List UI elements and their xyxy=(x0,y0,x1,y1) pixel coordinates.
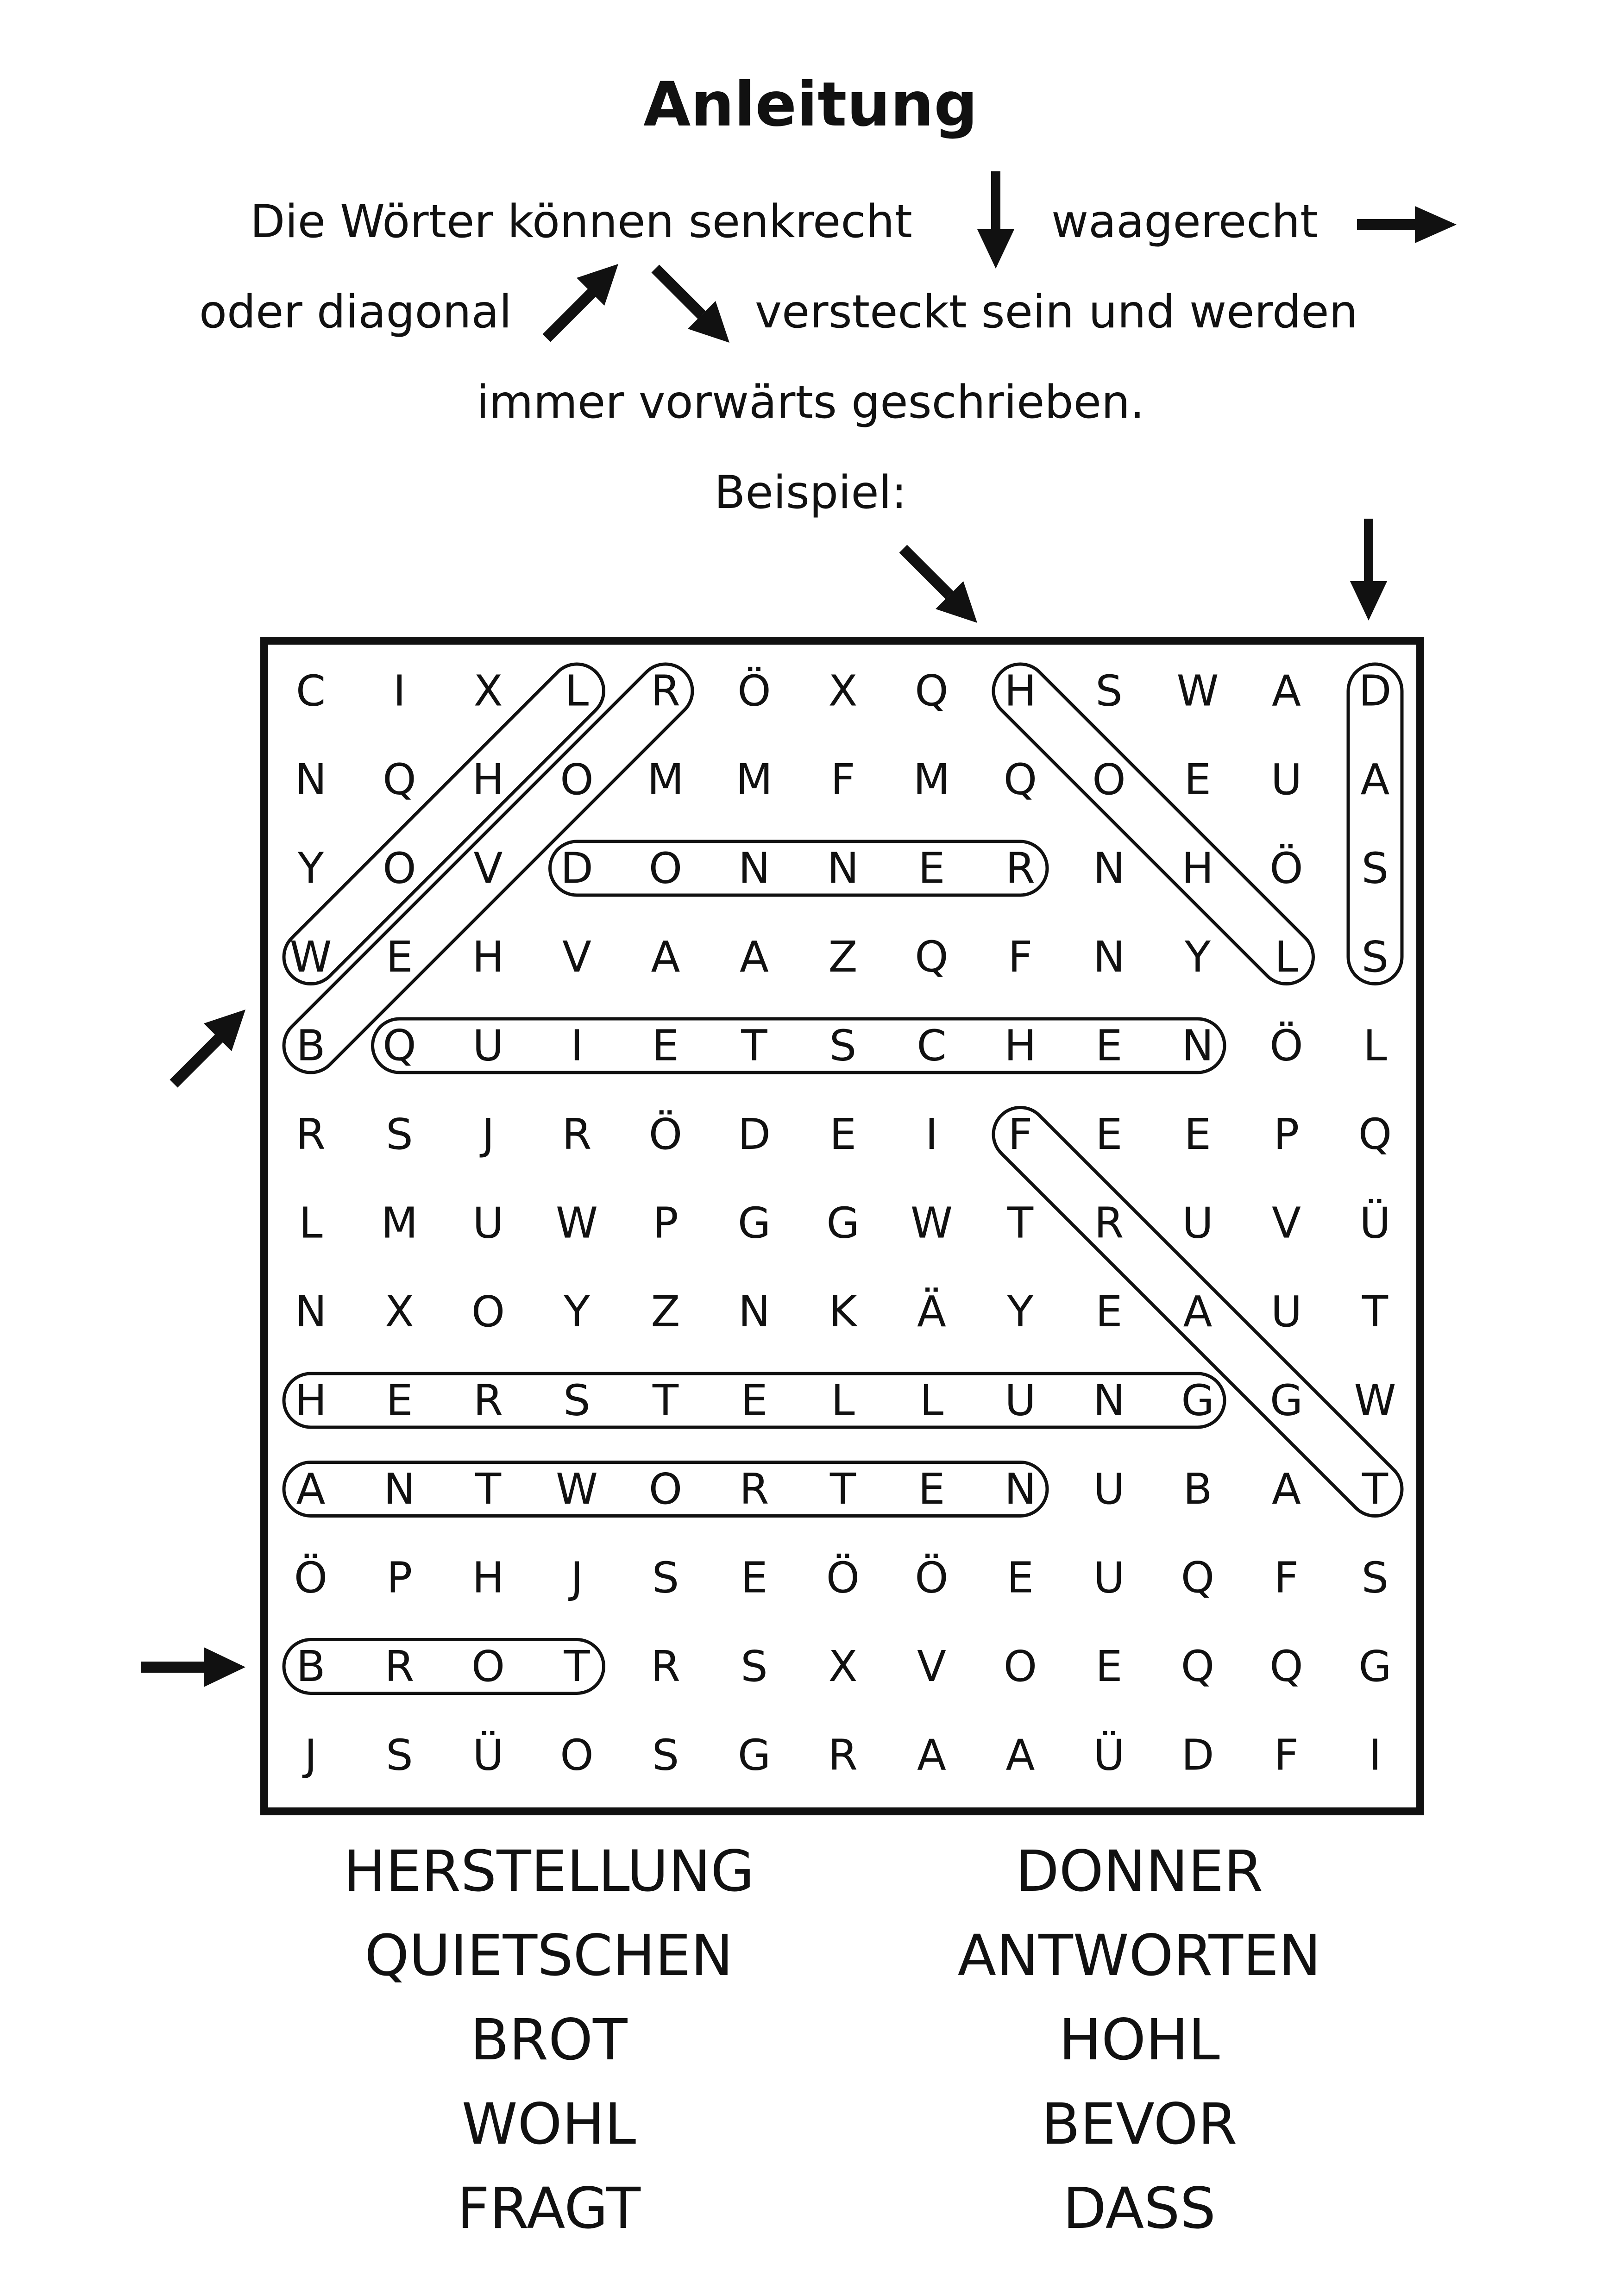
grid-cell[interactable]: F xyxy=(830,755,855,804)
word-list-item: BROT xyxy=(470,2007,628,2073)
grid-cell[interactable]: Ö xyxy=(826,1553,860,1603)
grid-cell[interactable]: G xyxy=(737,1198,771,1248)
grid-cell[interactable]: H xyxy=(1004,666,1037,716)
grid-cell[interactable]: D xyxy=(560,843,593,893)
grid-cell[interactable]: C xyxy=(295,666,326,716)
highlight-donner xyxy=(550,841,1048,895)
grid-cell[interactable]: U xyxy=(472,1198,504,1248)
instruction-text-forward: immer vorwärts geschrieben. xyxy=(476,376,1145,429)
grid-cell[interactable]: H xyxy=(1181,843,1214,893)
grid-cell[interactable]: F xyxy=(1274,1553,1299,1603)
grid-cell[interactable]: Y xyxy=(297,843,324,893)
word-search-grid xyxy=(260,637,1424,1815)
grid-cell[interactable]: Ä xyxy=(917,1287,946,1336)
grid-cell[interactable]: E xyxy=(741,1375,768,1425)
grid-cell[interactable]: M xyxy=(647,755,684,804)
grid-cell[interactable]: T xyxy=(741,1021,767,1071)
grid-cell[interactable]: E xyxy=(918,843,945,893)
grid-cell[interactable]: Ö xyxy=(1269,1021,1303,1071)
grid-cell[interactable]: Z xyxy=(651,1287,680,1336)
grid-cell[interactable]: I xyxy=(925,1110,938,1159)
grid-cell[interactable]: S xyxy=(386,1730,413,1780)
grid-cell[interactable]: L xyxy=(1363,1021,1387,1071)
grid-cell[interactable]: G xyxy=(1269,1375,1303,1425)
grid-cell[interactable]: Ü xyxy=(1093,1730,1125,1780)
grid-cell[interactable]: G xyxy=(826,1198,860,1248)
page-title: Anleitung xyxy=(643,69,978,140)
grid-cell[interactable]: A xyxy=(651,932,680,982)
grid-cell[interactable]: Y xyxy=(1184,932,1211,982)
grid-cell[interactable]: L xyxy=(919,1375,944,1425)
grid-cell[interactable]: E xyxy=(1095,1110,1123,1159)
grid-cell[interactable]: J xyxy=(570,1553,584,1603)
grid-cell[interactable]: Y xyxy=(1007,1287,1034,1336)
grid-cell[interactable]: U xyxy=(1093,1553,1125,1603)
grid-cell[interactable]: S xyxy=(652,1553,679,1603)
grid-cell[interactable]: P xyxy=(386,1553,413,1603)
grid-cell[interactable]: H xyxy=(295,1375,327,1425)
grid-cell[interactable]: V xyxy=(473,843,503,893)
example-label: Beispiel: xyxy=(714,466,907,519)
grid-cell[interactable]: E xyxy=(386,932,413,982)
grid-cell[interactable]: Q xyxy=(915,932,949,982)
grid-cell[interactable]: S xyxy=(563,1375,591,1425)
word-list-item: QUIETSCHEN xyxy=(364,1923,733,1989)
grid-cell[interactable]: N xyxy=(738,843,770,893)
instruction-text-vertical: Die Wörter können senkrecht xyxy=(250,195,912,248)
grid-cell[interactable]: Ö xyxy=(1269,843,1303,893)
grid-cell[interactable]: M xyxy=(735,755,773,804)
grid-cell[interactable]: Y xyxy=(564,1287,590,1336)
grid-cell[interactable]: N xyxy=(738,1287,770,1336)
grid-cell[interactable]: H xyxy=(472,1553,504,1603)
grid-cell[interactable]: P xyxy=(653,1198,679,1248)
grid-cell[interactable]: N xyxy=(1181,1021,1214,1071)
grid-cell[interactable]: W xyxy=(556,1198,598,1248)
arrow-up-right-icon xyxy=(537,262,621,345)
grid-cell[interactable]: B xyxy=(296,1642,326,1691)
grid-cell[interactable]: S xyxy=(1361,932,1389,982)
grid-cell[interactable]: D xyxy=(1181,1730,1214,1780)
grid-cell[interactable]: H xyxy=(1004,1021,1037,1071)
grid-cell[interactable]: J xyxy=(482,1110,495,1159)
grid-cell[interactable]: Z xyxy=(828,932,858,982)
instruction-text-diagonal: oder diagonal xyxy=(199,286,512,339)
grid-cell[interactable]: A xyxy=(1005,1730,1035,1780)
grid-cell[interactable]: V xyxy=(1272,1198,1301,1248)
grid-cell[interactable]: Ö xyxy=(737,666,771,716)
grid-cell[interactable]: R xyxy=(562,1110,592,1159)
word-list-item: DASS xyxy=(1062,2176,1216,2241)
grid-cell[interactable]: L xyxy=(565,666,589,716)
grid-cell[interactable]: F xyxy=(1008,932,1033,982)
word-list-item: FRAGT xyxy=(457,2176,641,2241)
grid-cell[interactable]: E xyxy=(1184,1110,1212,1159)
grid-cell[interactable]: N xyxy=(295,755,327,804)
grid-cell[interactable]: U xyxy=(1270,1287,1302,1336)
grid-cell[interactable]: L xyxy=(831,1375,855,1425)
grid-cell[interactable]: X xyxy=(828,1642,858,1691)
example-arrow-diagonal-up-icon xyxy=(164,1007,248,1091)
grid-cell[interactable]: A xyxy=(1272,666,1301,716)
grid-cell[interactable]: A xyxy=(917,1730,946,1780)
grid-cell[interactable]: G xyxy=(737,1730,771,1780)
grid-cell[interactable]: Q xyxy=(1181,1553,1215,1603)
grid-cell[interactable]: Q xyxy=(383,755,416,804)
grid-cell[interactable]: R xyxy=(1094,1198,1124,1248)
grid-cell[interactable]: M xyxy=(913,755,950,804)
word-list-item: HOHL xyxy=(1059,2007,1220,2073)
grid-cell[interactable]: H xyxy=(472,755,504,804)
grid-cell[interactable]: E xyxy=(829,1110,857,1159)
word-list-item: WOHL xyxy=(461,2091,636,2157)
grid-cell[interactable]: T xyxy=(1362,1287,1389,1336)
grid-cell[interactable]: O xyxy=(648,1464,683,1514)
word-list-item: DONNER xyxy=(1015,1838,1263,1904)
grid-cell[interactable]: I xyxy=(1369,1730,1382,1780)
arrow-right-icon xyxy=(1357,201,1459,248)
grid-cell[interactable]: B xyxy=(1183,1464,1213,1514)
grid-cell[interactable]: X xyxy=(473,666,503,716)
grid-cell[interactable]: O xyxy=(648,843,683,893)
grid-cell[interactable]: O xyxy=(471,1642,505,1691)
grid-cell[interactable]: E xyxy=(1095,1287,1123,1336)
grid-cell[interactable]: D xyxy=(1358,666,1392,716)
grid-cell[interactable]: A xyxy=(1183,1287,1213,1336)
grid-cell[interactable]: W xyxy=(911,1198,953,1248)
grid-cell[interactable]: I xyxy=(393,666,406,716)
grid-cell[interactable]: R xyxy=(651,1642,680,1691)
grid-cell[interactable]: A xyxy=(1272,1464,1301,1514)
arrow-down-icon xyxy=(970,171,1021,273)
grid-cell[interactable]: T xyxy=(564,1642,590,1691)
grid-cell[interactable]: I xyxy=(570,1021,584,1071)
grid-cell[interactable]: T xyxy=(475,1464,502,1514)
grid-cell[interactable]: E xyxy=(1006,1553,1034,1603)
grid-cell[interactable]: A xyxy=(1360,755,1390,804)
grid-cell[interactable]: O xyxy=(1003,1642,1037,1691)
grid-cell[interactable]: V xyxy=(562,932,591,982)
grid-cell[interactable]: Q xyxy=(1181,1642,1215,1691)
example-arrow-down-icon xyxy=(1343,519,1394,625)
grid-cell[interactable]: T xyxy=(829,1464,856,1514)
grid-cell[interactable]: Ü xyxy=(1359,1198,1391,1248)
grid-cell[interactable]: E xyxy=(652,1021,679,1071)
grid-cell[interactable]: Ö xyxy=(294,1553,328,1603)
instruction-text-hidden: versteckt sein und werden xyxy=(755,286,1358,339)
grid-cell[interactable]: E xyxy=(1095,1021,1123,1071)
grid-cell[interactable]: U xyxy=(1270,755,1302,804)
grid-cell[interactable]: R xyxy=(651,666,680,716)
grid-cell[interactable]: W xyxy=(289,932,332,982)
grid-cell[interactable]: J xyxy=(304,1730,317,1780)
grid-cell[interactable]: L xyxy=(1274,932,1299,982)
grid-cell[interactable]: R xyxy=(473,1375,503,1425)
highlight-brot xyxy=(284,1640,604,1694)
grid-cell[interactable]: Ö xyxy=(915,1553,949,1603)
grid-cell[interactable]: B xyxy=(296,1021,326,1071)
grid-cell[interactable]: Ö xyxy=(648,1110,683,1159)
grid-cell[interactable]: S xyxy=(1361,1553,1389,1603)
grid-cell[interactable]: C xyxy=(917,1021,947,1071)
grid-cell[interactable]: Ü xyxy=(472,1730,504,1780)
grid-cell[interactable]: G xyxy=(1181,1375,1214,1425)
grid-cell[interactable]: G xyxy=(1358,1642,1392,1691)
grid-cell[interactable]: O xyxy=(1092,755,1126,804)
grid-cell[interactable]: N xyxy=(1093,1375,1125,1425)
grid-cell[interactable]: W xyxy=(1354,1375,1396,1425)
grid-cell[interactable]: W xyxy=(1176,666,1219,716)
grid-cell[interactable]: T xyxy=(652,1375,679,1425)
grid-cell[interactable]: Q xyxy=(1003,755,1037,804)
grid-cell[interactable]: P xyxy=(1273,1110,1300,1159)
grid-cell[interactable]: E xyxy=(1184,755,1212,804)
grid-cell[interactable]: M xyxy=(381,1198,418,1248)
grid-cell[interactable]: N xyxy=(1093,843,1125,893)
grid-cell[interactable]: N xyxy=(1004,1464,1037,1514)
grid-cell[interactable]: A xyxy=(296,1464,326,1514)
instruction-text-horizontal: waagerecht xyxy=(1051,195,1318,248)
grid-cell[interactable]: Q xyxy=(1358,1110,1392,1159)
grid-cell[interactable]: O xyxy=(560,1730,594,1780)
grid-cell[interactable]: Q xyxy=(1269,1642,1303,1691)
word-list-item: HERSTELLUNG xyxy=(343,1838,754,1904)
grid-cell[interactable]: R xyxy=(739,1464,769,1514)
grid-cell[interactable]: S xyxy=(386,1110,413,1159)
grid-cell[interactable]: H xyxy=(472,932,504,982)
grid-cell[interactable]: S xyxy=(1361,843,1389,893)
grid-cell[interactable]: S xyxy=(829,1021,857,1071)
grid-cell[interactable]: E xyxy=(918,1464,945,1514)
grid-cell[interactable]: R xyxy=(384,1642,415,1691)
grid-cell[interactable]: E xyxy=(386,1375,413,1425)
letter-grid-canvas xyxy=(268,645,1416,1807)
grid-cell[interactable]: U xyxy=(1093,1464,1125,1514)
grid-cell[interactable]: O xyxy=(383,843,416,893)
word-list-item: ANTWORTEN xyxy=(957,1923,1321,1989)
grid-cell[interactable]: N xyxy=(295,1287,327,1336)
word-list-item: BEVOR xyxy=(1041,2091,1238,2157)
grid-cell[interactable]: D xyxy=(738,1110,771,1159)
grid-cell[interactable]: U xyxy=(472,1021,504,1071)
grid-cell[interactable]: R xyxy=(828,1730,858,1780)
grid-cell[interactable]: A xyxy=(740,932,769,982)
grid-cell[interactable]: N xyxy=(383,1464,415,1514)
grid-cell[interactable]: F xyxy=(1008,1110,1033,1159)
grid-cell[interactable]: O xyxy=(471,1287,505,1336)
arrow-down-right-icon xyxy=(648,262,732,345)
grid-cell[interactable]: E xyxy=(1095,1642,1123,1691)
grid-cell[interactable]: E xyxy=(741,1553,768,1603)
grid-cell[interactable]: Q xyxy=(383,1021,416,1071)
example-arrow-right-icon xyxy=(141,1642,248,1693)
grid-cell[interactable]: K xyxy=(829,1287,857,1336)
grid-cell[interactable]: U xyxy=(1182,1198,1213,1248)
grid-cell[interactable]: X xyxy=(384,1287,415,1336)
grid-cell[interactable]: T xyxy=(1007,1198,1034,1248)
grid-cell[interactable]: R xyxy=(1005,843,1035,893)
grid-cell[interactable]: Q xyxy=(915,666,949,716)
grid-cell[interactable]: U xyxy=(1005,1375,1036,1425)
grid-cell[interactable]: R xyxy=(296,1110,326,1159)
grid-cell[interactable]: N xyxy=(827,843,859,893)
grid-cell[interactable]: O xyxy=(560,755,594,804)
grid-cell[interactable]: T xyxy=(1362,1464,1389,1514)
example-arrow-diagonal-down-icon xyxy=(896,542,980,625)
grid-cell[interactable]: S xyxy=(652,1730,679,1780)
grid-cell[interactable]: N xyxy=(1093,932,1125,982)
grid-cell[interactable]: S xyxy=(741,1642,768,1691)
grid-cell[interactable]: W xyxy=(556,1464,598,1514)
grid-cell[interactable]: V xyxy=(917,1642,946,1691)
grid-cell[interactable]: L xyxy=(299,1198,323,1248)
grid-cell[interactable]: F xyxy=(1274,1730,1299,1780)
grid-cell[interactable]: X xyxy=(828,666,858,716)
grid-cell[interactable]: S xyxy=(1095,666,1123,716)
